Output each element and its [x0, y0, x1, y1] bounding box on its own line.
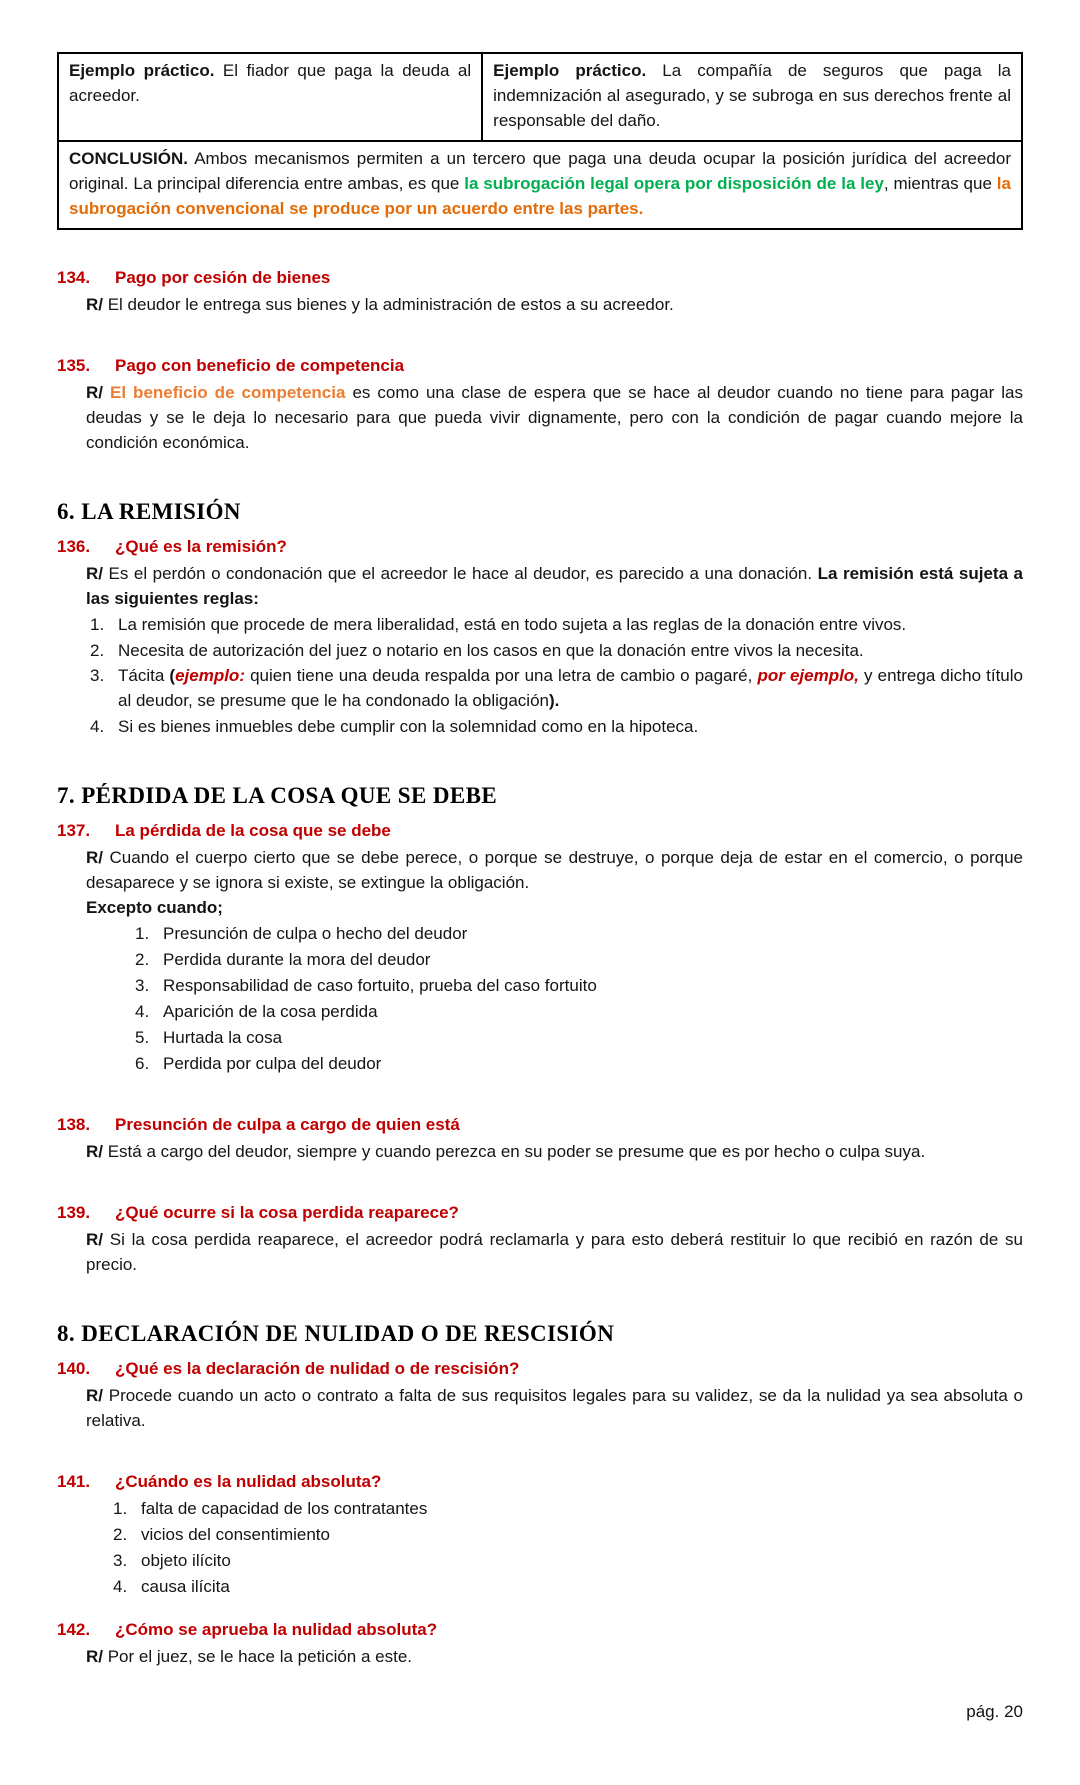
question-title: ¿Cómo se aprueba la nulidad absoluta?: [115, 1619, 438, 1639]
list-item-text: Hurtada la cosa: [163, 1028, 283, 1048]
list-item-text: Presunción de culpa o hecho del deudor: [163, 924, 468, 944]
table-cell-example-left: [58, 53, 482, 141]
list-item: [113, 1575, 1023, 1600]
list-item-bold-paren: ).: [549, 691, 560, 711]
question-number: 136.: [57, 536, 91, 556]
answer-text: Si la cosa perdida reaparece, el acreedor podrá reclamarla y para esto deberá restituir lo que recibió en razón de su precio.: [86, 1229, 1023, 1274]
example-right-lead: Ejemplo práctico.: [493, 61, 647, 80]
question-135-answer: [86, 381, 1023, 456]
section-heading-la-remision: 6. LA REMISIÓN: [57, 498, 241, 524]
conclusion-orange-highlight: la subrogación convencional se produce por un acuerdo entre las partes.: [69, 173, 1011, 218]
question-139-answer: [86, 1228, 1023, 1278]
question-142-answer: [86, 1645, 1023, 1670]
question-141-heading: [57, 1470, 1023, 1495]
list-item: [135, 1052, 1023, 1077]
question-title: ¿Qué es la remisión?: [115, 536, 287, 556]
conclusion-lead: CONCLUSIÓN.: [69, 148, 188, 168]
list-item-number: 2.: [90, 640, 105, 660]
list-item-text: [118, 664, 1023, 714]
list-item-number: 2.: [113, 1524, 128, 1544]
list-item-red-italic: ejemplo:: [175, 666, 245, 686]
except-label: Excepto cuando;: [86, 898, 223, 918]
list-item-text-part: quien tiene una deuda respalda por una letra de cambio o pagaré,: [244, 666, 758, 686]
list-item-number: 6.: [135, 1054, 150, 1074]
answer-text: Es el perdón o condonación que el acreedor le hace al deudor, es parecido a una donación.: [103, 563, 818, 583]
section-heading-perdida-de-la-cosa: 7. PÉRDIDA DE LA COSA QUE SE DEBE: [57, 783, 498, 809]
question-number: 137.: [57, 821, 91, 841]
list-item-text-part: Tácita: [118, 666, 170, 686]
question-142-heading: [57, 1618, 1023, 1643]
list-item: [135, 1000, 1023, 1025]
question-title: La pérdida de la cosa que se debe: [115, 821, 391, 841]
answer-prefix: R/: [86, 1646, 103, 1666]
list-item-number: 4.: [113, 1576, 128, 1596]
question-134-answer: [86, 293, 1023, 318]
question-number: 140.: [57, 1358, 91, 1378]
list-item: [113, 1523, 1023, 1548]
conclusion-green-highlight: la subrogación legal opera por disposición de la ley: [464, 173, 884, 193]
list-item-number: 1.: [90, 614, 105, 634]
answer-prefix: R/: [86, 294, 103, 314]
list-item: [135, 1026, 1023, 1051]
list-item: [113, 1549, 1023, 1574]
list-item-text: Perdida por culpa del deudor: [163, 1054, 382, 1074]
list-item-text-part: y entrega dicho título al deudor, se presume que le ha condonado la obligación: [118, 666, 1023, 711]
question-138-heading: [57, 1113, 1023, 1138]
list-item-text: vicios del consentimiento: [141, 1524, 330, 1544]
list-item: [135, 974, 1023, 999]
example-left-text: El fiador que paga la deuda al acreedor.: [69, 61, 472, 105]
list-item-number: 5.: [135, 1028, 150, 1048]
list-item-number: 1.: [113, 1498, 128, 1518]
question-136-heading: [57, 535, 1023, 560]
list-item: [135, 948, 1023, 973]
question-title: Pago por cesión de bienes: [115, 267, 331, 287]
answer-text: es como una clase de espera que se hace al deudor cuando no tiene para pagar las deudas y se le deja lo necesario para que pueda vivir dignamente, pero con la condición de pagar cuando mejore la condición económica.: [86, 382, 1024, 452]
question-140-heading: [57, 1357, 1023, 1382]
answer-text: Procede cuando un acto o contrato a falta de sus requisitos legales para su validez, se da la nulidad ya sea absoluta o relativa.: [86, 1385, 1023, 1430]
list-item-number: 3.: [90, 666, 105, 686]
list-item-text: Perdida durante la mora del deudor: [163, 950, 431, 970]
answer-text: El deudor le entrega sus bienes y la administración de estos a su acreedor.: [103, 294, 674, 314]
list-item: [113, 1497, 1023, 1522]
list-item-text: falta de capacidad de los contratantes: [141, 1498, 428, 1518]
question-137-answer: [86, 846, 1023, 896]
answer-prefix: R/: [86, 1229, 103, 1249]
list-item-text: Necesita de autorización del juez o notario en los casos en que la donación entre vivos la necesita.: [118, 640, 864, 660]
example-left-lead: Ejemplo práctico.: [69, 61, 215, 80]
answer-prefix: R/: [86, 1142, 103, 1162]
question-136-answer: [86, 562, 1023, 612]
table-cell-conclusion: [58, 141, 1022, 229]
question-title: ¿Qué es la declaración de nulidad o de rescisión?: [115, 1358, 520, 1378]
question-139-heading: [57, 1201, 1023, 1226]
list-item-number: 4.: [90, 717, 105, 737]
list-item: [135, 922, 1023, 947]
question-number: 142.: [57, 1619, 91, 1639]
conclusion-row: [58, 141, 1022, 229]
answer-text: Está a cargo del deudor, siempre y cuando perezca en su poder se presume que es por hecho o culpa suya.: [103, 1142, 926, 1162]
question-title: Pago con beneficio de competencia: [115, 355, 405, 375]
list-item-number: 4.: [135, 1002, 150, 1022]
list-item-number: 3.: [135, 976, 150, 996]
list-item-number: 1.: [135, 924, 150, 944]
question-138-answer: [86, 1140, 1023, 1165]
list-item-text: Responsabilidad de caso fortuito, prueba del caso fortuito: [163, 976, 597, 996]
list-item-number: 3.: [113, 1550, 128, 1570]
table-cell-example-right: [482, 53, 1022, 141]
list-item: [90, 715, 1023, 740]
conclusion-text-1: Ambos mecanismos permiten a un tercero que paga una deuda ocupar la posición jurídica del acreedor original. La principal diferencia entre ambas, es que: [69, 148, 1011, 193]
question-number: 141.: [57, 1471, 91, 1491]
list-item-text: La remisión que procede de mera liberalidad, está en todo sujeta a las reglas de la donación entre vivos.: [118, 614, 907, 634]
conclusion-text-2: , mientras que: [883, 173, 997, 193]
answer-bold-text: La remisión está sujeta a las siguientes reglas:: [86, 563, 1023, 608]
question-number: 134.: [57, 267, 91, 287]
list-item: [90, 664, 1023, 714]
list-item-text: objeto ilícito: [141, 1550, 231, 1570]
question-135-heading: [57, 354, 1023, 379]
question-title: ¿Qué ocurre si la cosa perdida reaparece?: [115, 1203, 459, 1222]
example-row: [58, 53, 1022, 141]
answer-text: Por el juez, se le hace la petición a este.: [103, 1646, 413, 1666]
question-title: ¿Cuándo es la nulidad absoluta?: [115, 1471, 382, 1491]
section-heading-declaracion-de-nulidad: 8. DECLARACIÓN DE NULIDAD O DE RESCISIÓN: [57, 1320, 615, 1346]
list-item-text: Aparición de la cosa perdida: [163, 1002, 378, 1022]
question-number: 138.: [57, 1115, 91, 1135]
list-item-red-italic: por ejemplo,: [757, 666, 859, 686]
list-item-text: Si es bienes inmuebles debe cumplir con la solemnidad como en la hipoteca.: [118, 717, 699, 737]
list-item: [90, 613, 1023, 638]
page-number: pág. 20: [966, 1701, 1023, 1721]
list-item-number: 2.: [135, 950, 150, 970]
list-item-bold-paren: (: [169, 666, 176, 686]
list-item-text: causa ilícita: [141, 1576, 230, 1596]
answer-prefix: R/: [86, 1385, 103, 1405]
example-comparison-table: [57, 52, 1023, 230]
question-134-heading: [57, 266, 1023, 291]
answer-prefix: R/: [86, 382, 103, 402]
list-item: [90, 639, 1023, 664]
example-right-text: La compañía de seguros que paga la indemnización al asegurado, y se subroga en sus derechos frente al responsable del daño.: [493, 61, 1011, 130]
answer-text: Cuando el cuerpo cierto que se debe perece, o porque se destruye, o porque deja de estar en el comercio, o porque desaparece y se ignora si existe, se extingue la obligación.: [86, 848, 1023, 893]
answer-prefix: R/: [86, 848, 103, 868]
question-140-answer: [86, 1384, 1023, 1434]
question-137-heading: [57, 819, 1023, 844]
answer-prefix: R/: [86, 563, 103, 583]
question-number: 139.: [57, 1203, 91, 1222]
question-number: 135.: [57, 355, 91, 375]
answer-orange-highlight: El beneficio de competencia: [103, 382, 346, 402]
question-title: Presunción de culpa a cargo de quien está: [115, 1115, 460, 1135]
